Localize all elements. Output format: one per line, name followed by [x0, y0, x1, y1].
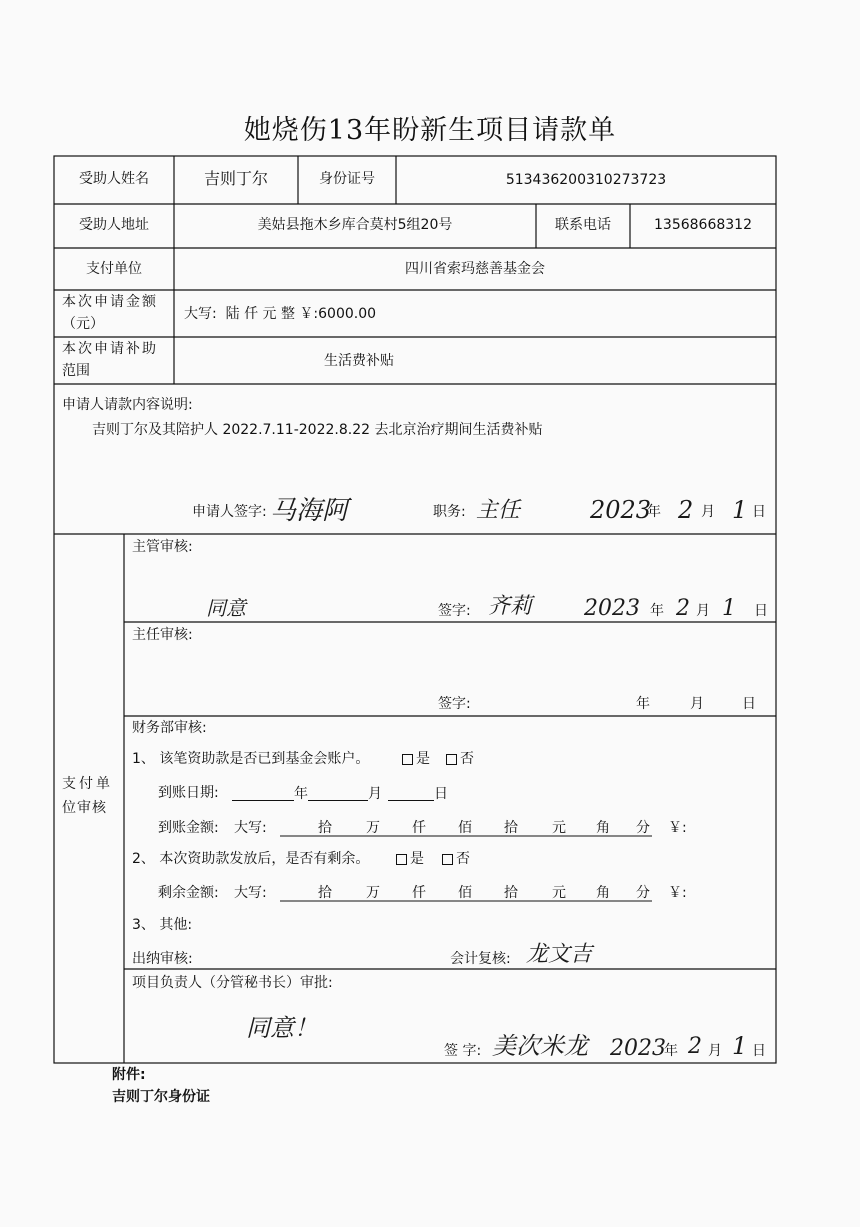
payer-label: 支付单位: [86, 261, 142, 277]
applicant-date-month: 2: [678, 496, 694, 524]
arrival-unit-jiao: 角: [596, 820, 610, 836]
request-content: 吉则丁尔及其陪护人 2022.7.11-2022.8.22 去北京治疗期间生活费补贴: [92, 422, 543, 438]
supervisor-day-label: 日: [754, 603, 768, 619]
remaining-unit-shi2: 拾: [504, 885, 518, 901]
supervisor-signature: 齐莉: [488, 594, 533, 619]
arrival-amount-daxie: 大写:: [234, 820, 267, 836]
phone-value: 13568668312: [654, 217, 752, 233]
approval-opinion: 同意！: [246, 1014, 318, 1042]
arrival-unit-shi: 拾: [318, 820, 332, 836]
position-signature: 主任: [476, 498, 521, 523]
director-year-label: 年: [636, 696, 650, 712]
position-label: 职务:: [433, 504, 466, 520]
supervisor-date-month: 2: [676, 596, 690, 621]
approval-date-day: 1: [732, 1032, 748, 1060]
approval-heading: 项目负责人（分管秘书长）审批:: [132, 975, 333, 991]
cashier-label: 出纳审核:: [132, 951, 193, 967]
id-number-label: 身份证号: [319, 171, 375, 187]
recipient-name-value: 吉则丁尔: [203, 169, 268, 188]
attachments-item: 吉则丁尔身份证: [112, 1089, 210, 1105]
scope-label-line2: 范围: [62, 363, 90, 379]
arrival-day-label: 日: [434, 786, 448, 802]
year-label: 年: [647, 504, 661, 520]
applicant-sign-label: 申请人签字:: [192, 504, 267, 520]
payer-value: 四川省索玛慈善基金会: [405, 261, 545, 277]
remaining-unit-qian: 仟: [412, 885, 426, 901]
supervisor-year-label: 年: [650, 603, 664, 619]
side-label-line2: 位审核: [62, 800, 107, 816]
form-title: 她烧伤13年盼新生项目请款单: [243, 115, 617, 146]
remaining-unit-yuan: 元: [552, 885, 566, 901]
remaining-unit-shi: 拾: [318, 885, 332, 901]
arrival-unit-shi2: 拾: [504, 820, 518, 836]
supervisor-month-label: 月: [696, 603, 710, 619]
amount-label-line2: （元）: [62, 316, 104, 332]
supervisor-date-year: 2023: [584, 596, 640, 621]
arrival-month-label: 月: [368, 786, 382, 802]
finance-q2: 2、 本次资助款发放后，是否有剩余。: [132, 851, 370, 867]
scope-value: 生活费补贴: [324, 353, 394, 369]
remaining-unit-jiao: 角: [596, 885, 610, 901]
arrival-yen: ￥:: [668, 820, 687, 836]
applicant-date-year: 2023: [590, 496, 652, 524]
finance-q3: 3、 其他:: [132, 917, 193, 933]
supervisor-date-day: 1: [722, 596, 736, 621]
director-day-label: 日: [742, 696, 756, 712]
day-label: 日: [752, 504, 766, 520]
approval-date-year: 2023: [610, 1036, 666, 1061]
amount-value: 大写: 陆 仟 元 整 ￥:6000.00: [184, 306, 377, 322]
q2-no-label: 否: [456, 851, 470, 867]
finance-q1: 1、 该笔资助款是否已到基金会账户。: [132, 751, 370, 767]
remaining-amount-label: 剩余金额:: [158, 885, 219, 901]
arrival-unit-fen: 分: [636, 820, 650, 836]
approval-signature: 美次米龙: [492, 1032, 588, 1060]
director-heading: 主任审核:: [132, 627, 193, 643]
supervisor-opinion: 同意: [206, 596, 246, 620]
arrival-unit-yuan: 元: [552, 820, 566, 836]
arrival-amount-label: 到账金额:: [158, 820, 219, 836]
supervisor-sign-label: 签字:: [438, 603, 471, 619]
remaining-yen: ￥:: [668, 885, 687, 901]
director-sign-label: 签字:: [438, 696, 471, 712]
supervisor-heading: 主管审核:: [132, 539, 193, 555]
arrival-unit-wan: 万: [366, 820, 380, 836]
applicant-signature: 马海阿: [270, 496, 349, 526]
arrival-date-label: 到账日期:: [158, 785, 219, 801]
accountant-signature: 龙文吉: [526, 942, 593, 967]
approval-date-month: 2: [688, 1034, 702, 1059]
address-value: 美姑县拖木乡库合莫村5组20号: [257, 217, 453, 233]
q1-no-label: 否: [460, 751, 474, 767]
month-label: 月: [701, 504, 715, 520]
recipient-name-label: 受助人姓名: [79, 171, 149, 187]
remaining-unit-bai: 佰: [458, 885, 472, 901]
remaining-amount-daxie: 大写:: [234, 885, 267, 901]
remaining-unit-fen: 分: [636, 885, 650, 901]
request-heading: 申请人请款内容说明:: [62, 397, 193, 413]
applicant-date-day: 1: [732, 496, 748, 524]
side-label-line1: 支付单: [62, 776, 113, 792]
arrival-year-label: 年: [294, 786, 308, 802]
id-number-value: 513436200310273723: [505, 172, 667, 188]
q2-yes-label: 是: [410, 851, 424, 867]
accountant-label: 会计复核:: [450, 951, 511, 967]
arrival-unit-bai: 佰: [458, 820, 472, 836]
amount-label-line1: 本次申请金额: [62, 294, 158, 310]
director-month-label: 月: [690, 696, 704, 712]
approval-month-label: 月: [708, 1043, 722, 1059]
address-label: 受助人地址: [79, 217, 149, 233]
remaining-unit-wan: 万: [366, 885, 380, 901]
q1-yes-label: 是: [416, 751, 430, 767]
finance-heading: 财务部审核:: [132, 720, 207, 736]
approval-day-label: 日: [752, 1043, 766, 1059]
attachments-heading: 附件:: [112, 1067, 146, 1083]
arrival-unit-qian: 仟: [412, 820, 426, 836]
phone-label: 联系电话: [555, 217, 611, 233]
approval-year-label: 年: [664, 1043, 678, 1059]
scope-label-line1: 本次申请补助: [62, 341, 158, 357]
approval-sign-label: 签 字:: [444, 1043, 482, 1059]
